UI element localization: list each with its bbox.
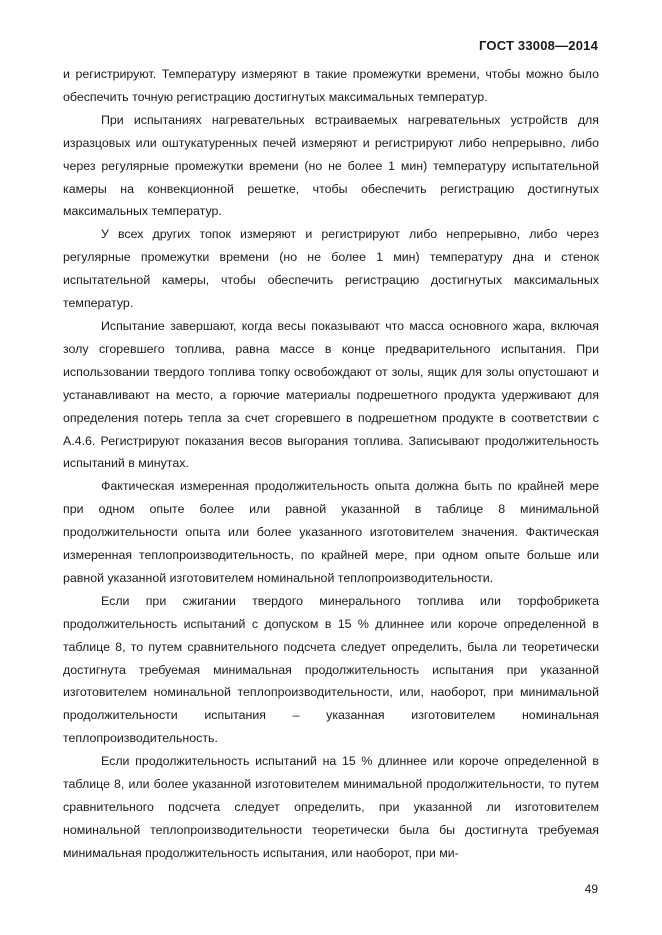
document-body <box>63 63 599 865</box>
paragraph: При испытаниях нагревательных встраиваемых нагревательных устройств для изразцовых или оштукатуренных печей измеряют и регистрируют либо непрерывно, либо через регулярные промежутки времени (но не более 1 мин) температуру испытательной камеры на конвекционной решетке, чтобы обеспечить регистрацию достигнутых максимальных температур. <box>63 112 599 219</box>
paragraph: У всех других топок измеряют и регистрируют либо непрерывно, либо через регулярные промежутки времени (но не более 1 мин) температуру дна и стенок испытательной камеры, чтобы обеспечить регистрацию достигнутых максимальных температур. <box>63 227 599 311</box>
paragraph: Если продолжительность испытаний на 15 % длиннее или короче определенной в таблице 8, или более указанной изготовителем минимальной продолжительности, то путем сравнительного подсчета следует определить, при указанной ли изготовителем номинальной теплопроизводительности теоретически была бы достигнута требуемая минимальная продолжительность испытания, или наоборот, при ми- <box>63 754 599 860</box>
paragraph: Испытание завершают, когда весы показывают что масса основного жара, включая золу сгоревшего топлива, равна массе в конце предварительного испытания. При использовании твердого топлива топку освобождают от золы, ящик для золы опустошают и устанавливают на место, а горючие материалы подрешетного продукта удерживают для определения потерь тепла за счет сгоревшего в подрешетном продукте в соответствии с А.4.6. Регистрируют показания весов выгорания топлива. Записывают продолжительность испытаний в минутах. <box>63 318 599 471</box>
page-number: 49 <box>584 882 598 896</box>
document-header: ГОСТ 33008—2014 <box>479 38 598 53</box>
paragraph: Фактическая измеренная продолжительность опыта должна быть по крайней мере при одном опыте более или равной указанной в таблице 8 минимальной продолжительности опыта или более указанного изготовителем значения. Фактическая измеренная теплопроизводительность, по крайней мере, при одном опыте больше или равной указанной изготовителем номинальной теплопроизводительности. <box>63 479 599 585</box>
paragraph-continuation: и регистрируют. Температуру измеряют в такие промежутки времени, чтобы можно было обеспечить точную регистрацию достигнутых максимальных температур. <box>63 67 599 104</box>
paragraph: Если при сжигании твердого минерального топлива или торфобрикета продолжительность испытаний с допуском в 15 % длиннее или короче определенной в таблице 8, то путем сравнительного подсчета следует определить, была ли теоретически достигнута требуемая минимальная продолжительность испытания при указанной изготовителем номинальной теплопроизводительности, или, наоборот, при минимальной продолжительности испытания – указанная изготовителем номинальная теплопроизводительность. <box>63 593 599 746</box>
